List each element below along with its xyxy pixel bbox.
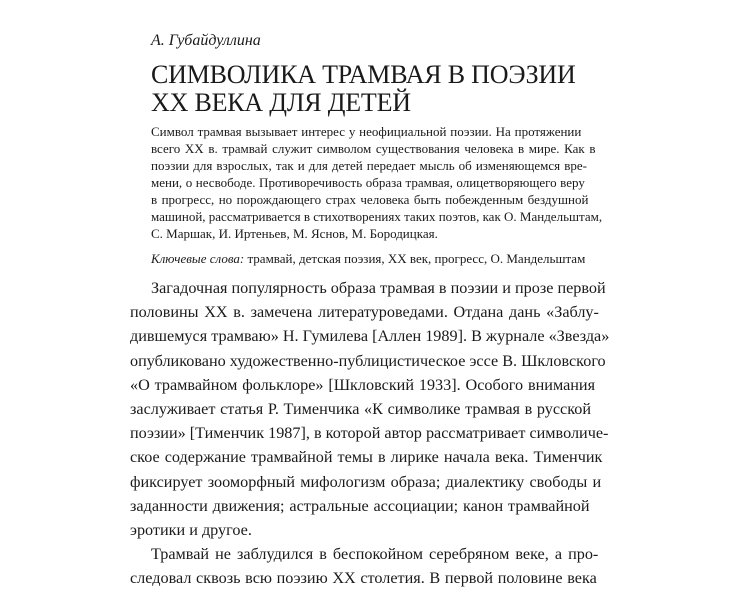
body-line: Загадочная популярность образа трамвая в поэзии и прозе первой [151,279,606,297]
body-line: следовал сквозь всю поэзию XX столетия. В первой половине века [130,569,597,588]
body-line: фиксирует зооморфный мифологизм образа; диалектику свободы и [130,472,602,491]
body-line: заслуживает статья Р. Тименчика «К символике трамвая в русской [130,400,592,419]
keywords [151,250,585,267]
abstract [151,123,617,242]
abstract-line: Символ трамвая вызывает интерес у неофициальной поэзии. На протяжении [151,124,582,139]
body-line: половины XX в. замечена литературоведами. Отдана дань «Заблу- [130,303,599,322]
abstract-line: в прогресс, но порождающего страх человека быть побежденным бездушной [151,192,589,207]
keywords-label: Ключевые слова: [151,251,245,266]
body-line: эротики и другое. [130,521,252,540]
keywords-text: трамвай, детская поэзия, XX век, прогресс, О. Мандельштам [244,251,586,266]
title-line: СИМВОЛИКА ТРАМВАЯ В ПОЭЗИИ [151,60,576,89]
body-line: дившемуся трамваю» Н. Гумилева [Аллен 1989]. В журнале «Звезда» [130,327,610,346]
body-line: опубликовано художественно-публицистическое эссе В. Шкловского [130,351,606,370]
abstract-line: всего XX в. трамвай служит символом существования человека в мире. Как в [151,141,596,156]
body-text [130,276,620,591]
abstract-line: машиной, рассматривается в стихотворениях таких поэтов, как О. Мандельштам, [151,209,603,224]
abstract-line: С. Маршак, И. Иртеньев, М. Яснов, М. Бородицкая. [151,226,438,241]
article-title [151,61,576,117]
abstract-line: мени, о несвободе. Противоречивость образа трамвая, олицетворяющего веру [151,175,585,190]
body-line: Трамвай не заблудился в беспокойном серебряном веке, а про- [151,545,599,564]
body-line: «О трамвайном фольклоре» [Шкловский 1933]. Особого внимания [130,375,596,394]
author-name: А. Губайдуллина [151,32,261,49]
body-line: ское содержание трамвайной темы в лирике начала века. Тименчик [130,448,603,467]
body-line: поэзии» [Тименчик 1987], в которой автор рассматривает символиче- [130,424,609,443]
abstract-line: поэзии для взрослых, так и для детей передает мысль об изменяющемся вре- [151,158,587,173]
title-line: XX ВЕКА ДЛЯ ДЕТЕЙ [151,88,411,117]
body-line: заданности движения; астральные ассоциации; канон трамвайной [130,496,590,515]
